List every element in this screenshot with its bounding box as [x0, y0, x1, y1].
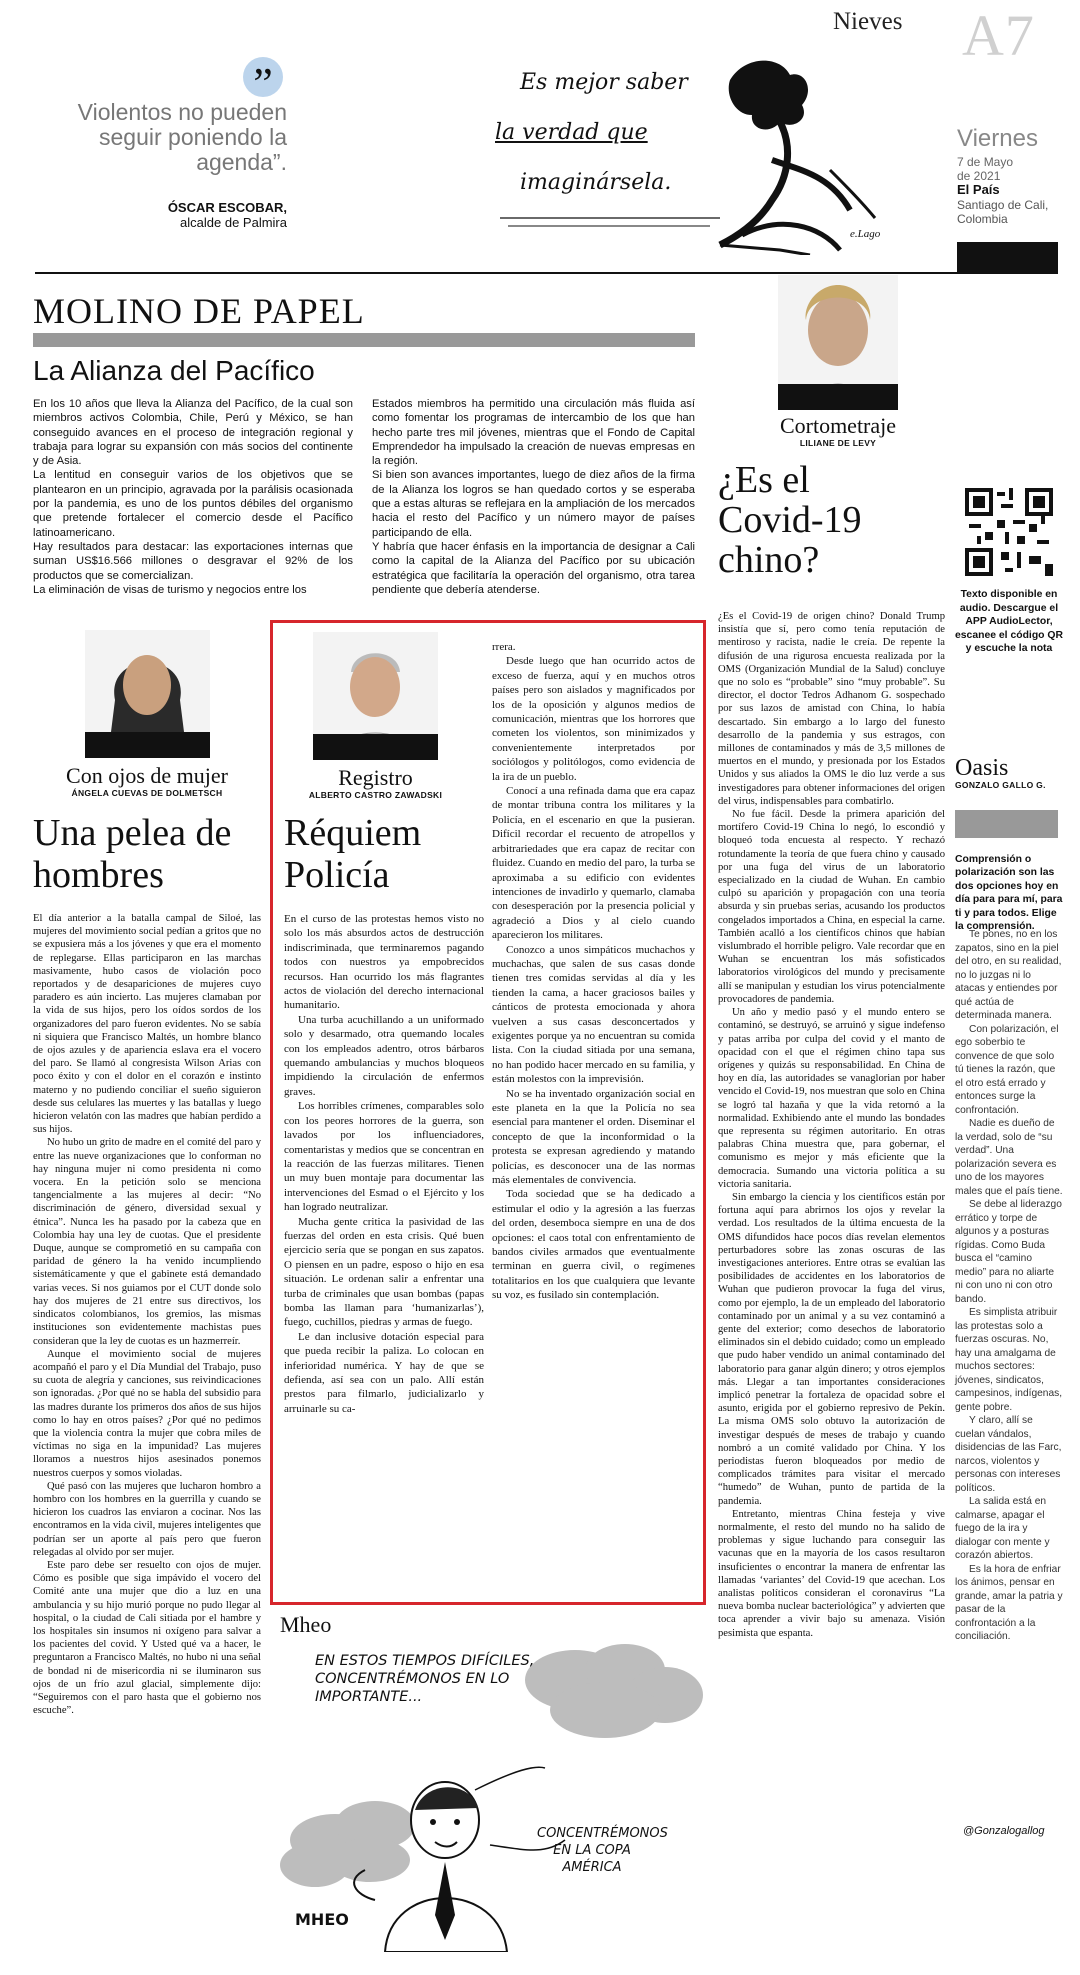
page-number: A7 — [962, 3, 1035, 68]
mheo-bubble-2: CONCENTRÉMONOS EN LA COPA AMÉRICA — [537, 1826, 668, 1875]
quote-author: ÓSCAR ESCOBAR, — [167, 200, 287, 215]
editorial-cartoon — [480, 50, 900, 255]
paragraph: Y claro, allí se cuelan vándalos, disidencias de las Farc, narcos, violentos y personas con intereses políticos. — [955, 1415, 1062, 1494]
column-name-registro: Registro — [338, 765, 413, 790]
author-photo-liliane — [778, 275, 898, 410]
paragraph: Y habría que hacer énfasis en la importancia de designar a Cali como la capital de la Alianza del Pacífico por su ubicación estratégica que facilitaría la operación del organismo, otra tarea pendiente que debería atenderse. — [372, 540, 695, 596]
paragraph: Se debe al liderazgo errático y torpe de algunos y a posturas rígidas. Como Buda busca el “camino medio” para no aliarte ni con uno ni con otro bando. — [955, 1199, 1062, 1305]
paragraph: Los horribles crímenes, comparables solo con los peores horrores de la guerra, son lavados por los influenciadores, comentaristas y medios que se concentran en la reacción de las fuerzas militares. Tienen un muy buen montaje para documentar las intervenciones del Esmad o el Ejército y los han logrado neutralizar. — [284, 1100, 484, 1214]
headline-cortometraje: ¿Es el Covid-19 chino? — [718, 459, 862, 581]
paragraph: En los 10 años que lleva la Alianza del Pacífico, de la cual son miembros activos Colombia, Chile, Perú y México, se han conseguido avances en el proceso de integración regional y trabaja para lograr su expansión con más socios del continente y de Asia. — [33, 398, 353, 468]
paragraph: Mucha gente critica la pasividad de las fuerzas del orden en esta crisis. Qué buen ejercicio sería que se pongan en sus zapatos. O piensen en un padre, esposo o hijo en esa situación. Le ordenan salir a enfrentar una turba de criminales que usan bombas (papas bomba las llaman para ‘humanizarlas’), fuego, cuchillos, piedras y armas de fuego. — [284, 1215, 484, 1329]
oasis-handle[interactable]: @Gonzalogallog — [963, 1825, 1045, 1837]
mheo-signature: MHEO — [295, 1910, 349, 1929]
oasis-photo-placeholder — [955, 810, 1058, 838]
paragraph: La lentitud en conseguir varios de los objetivos que se plantearon en un principio, agravada por la parálisis ocasionada por la pandemia, es uno de los puntos débiles del organismo que pretende fortalecer el comercio desde el Pacífico latinoamericano. — [33, 469, 353, 539]
paragraph: Nadie es dueño de la verdad, solo de “su verdad”. Una polarización severa es uno de los mayores males que el país tiene. — [955, 1118, 1063, 1197]
paragraph: Si bien son avances importantes, luego de diez años de la firma de la Alianza los logros se han quedado cortos y se esperaba que a estas alturas se reflejara en la ampliación de los mercados hacia el resto del Pacífico y un número mayor de países participando de ella. — [372, 469, 695, 539]
paragraph: Entretanto, mientras China festeja y vive normalmente, el resto del mundo no ha salido de problemas y sigue luchando para conseguir las vacunas que en la mayoría de los casos resultaron insuficientes o encontrar la manera de enfrentar las llamadas ‘variantes’ del Covid-19 que acechan. Los analistas políticos consideran el coronavirus “La nueva bomba nuclear bacteriológica” y advierten que toca aprender a vivir bajo su amenaza. Visión pesimista que espanta. — [718, 1508, 945, 1639]
paragraph: Desde luego que han ocurrido actos de exceso de fuerza, aquí y en muchos otros países pero son aislados y magnificados por los de la oposición y algunos medios de comunicación, mientras que los horrores que cometen los violentos, son minimizados y convenientemente interpretados por sociólogos y politólogos, como evidencia de la ira de un pueblo. — [492, 655, 695, 783]
paragraph: No hubo un grito de madre en el comité del paro y entre las nueve organizaciones que lo conforman no hay ninguna mujer ni como presidenta ni como vocera. En la petición solo se menciona tangencialmente a las mujeres al decir: “No discriminación de género, diversidad sexual y étnica”. Nunca les ha pasado por la cabeza que en Colombia hay una ley de cuotas. Que el presidente Duque, aunque se comprometió en su campaña con paridad de género la ha venido incumpliendo sistemáticamente y que el gabinete está demandado varias veces. Si nos guiamos por el CUT donde solo hay dos mujeres de 21 entre sus directivos, los sindicatos colombianos, los gremios, las mismas instituciones son evidentemente machistas pues consideran que la ley de cuotas es un hazmerreír. — [33, 1137, 261, 1347]
molino-col1 — [33, 397, 353, 597]
section-name: Nieves — [833, 8, 903, 35]
quote-text: Violentos no pueden seguir poniendo la agenda”. — [77, 99, 287, 175]
paragraph: No fue fácil. Desde la primera aparición del mortífero Covid-19 China lo negó, lo escondió y bloqueó toda encuesta al respecto. Y rechazó rotundamente la teoría de que fuera chino y causado por una fuga del virus de un laboratorio especializado en la ciudad de Wuhan. En cambio culpó su aparición y propagación con una teoría absurda y sin pruebas serias, acusando los productos congelados importados a China, en especial la carne. También acalló a los científicos chinos que habían vislumbrado el horrible peligro. Vale recordar que en Wuhan se encuentran los más sofisticados laboratorios virológicos del mundo y precisamente allí se manipulan y estudian los virus potencialmente provocadores de pandemia. — [718, 809, 945, 1005]
paragraph: ¿Es el Covid-19 de origen chino? Donald Trump insistía que sí, pero como tenía reputación de mentiroso y racista, nadie le creía. De repente la difusión de una rigurosa encuesta realizada por la OMS (Organización Mundial de la Salud) concluye que no solo es “probable” sino “muy probable”. Su director, el doctor Tedros Adhanom G. sospechado por sus lazos de amistad con China, lo había descartado. Sin embargo a lo largo del funesto desarrollo de la pandemia y sus estragos, con millones de contaminados y más de 3,5 millones de muertos en el mundo, y presionada por los Estados Unidos y sus aliados la OMS le dio luz verde a sus investigadores para obtener informaciones del origen del virus, indispensables para combatirlo. — [718, 611, 945, 807]
paragraph: Conozco a unos simpáticos muchachos y muchachas, que salen de sus casas donde tienen tres comidas servidas al día y les tienden la cama, a hacer graciosos bailes y cánticos de protesta emocionada y ahora vuelven a sus casas desconcertados y exigentes porque ya no encuentran su comida lista. Con la ciudad sitiada por una semana, no han podido hacer mercado en su familia, y están molestos con la imprevisión. — [492, 943, 695, 1086]
oasis-lead: Comprensión o polarización son las dos opciones hoy en día para para mí, para ti y para todos. Elige la comprensión. — [955, 854, 1063, 933]
section-title: MOLINO DE PAPEL — [33, 291, 365, 331]
oasis-body — [955, 928, 1063, 1644]
paragraph: rrera. — [492, 641, 516, 653]
author-photo-angela — [85, 630, 210, 758]
header-rule — [35, 272, 1058, 274]
quote-author-role: alcalde de Palmira — [180, 215, 287, 230]
section-title-bar — [33, 333, 695, 347]
city-line1: Santiago de Cali, — [957, 198, 1049, 212]
column-name-oasis: Oasis — [955, 755, 1009, 781]
city-line2: Colombia — [957, 212, 1008, 226]
date-line2: de 2021 — [957, 169, 1001, 183]
paragraph: Te pones, no en los zapatos, sino en la piel del otro, en su realidad, no lo juzgas ni lo atacas y entiendes por qué actúa de determinada manera. — [955, 929, 1062, 1021]
paragraph: Este paro debe ser resuelto con ojos de mujer. Cómo es posible que siga impávido el vocero del Comité ante una mujer que dio a luz en una ambulancia y su hijo murió porque no pudo llegar al hospital, o la ciudad de Cali sitiada por el hambre y los hospitales sin insumos ni oxígeno para salvar a los pacientes del covid. Y Usted qué va a hacer, le preguntaron a Francisco Maltés, no hubo ni una señal de bondad ni de misericordia ni se iluminaron sus ojos de un frío azul glacial, simplemente dijo: “Seguiremos con el paro hasta que el gobierno nos escuche”. — [33, 1559, 261, 1717]
cartoon-text-2: la verdad que — [495, 120, 648, 145]
headline-registro: Réquiem Policía — [284, 812, 422, 896]
molino-col2 — [372, 397, 695, 597]
author-photo-alberto — [313, 632, 438, 760]
paragraph: Estados miembros ha permitido una circulación más fluida así como fomentar los programas de intercambio de los que han hecho parte tres mil jóvenes, mientras que el Fondo de Capital Emprendedor ha impulsado la creación de nuevas empresas en la región. — [372, 398, 695, 468]
registro-col2 — [492, 640, 695, 1303]
paragraph: Hay resultados para destacar: las exportaciones internas que suman US$16.566 millones o desgravar el 92% de los productos que se comercializan. — [33, 540, 353, 582]
headline-ojos: Una pelea de hombres — [33, 812, 232, 896]
paragraph: Toda sociedad que se ha dedicado a estimular el odio y la agresión a las fuerzas del orden, desemboca siempre en una de dos opciones: el caos total con enfrentamiento de bandos civiles armados que eventualmente terminan en guerra civil, o regímenes totalitarios en los que cualquiera que levante su voz, es fusilado sin contemplación. — [492, 1188, 695, 1302]
author-registro: ALBERTO CASTRO ZAWADSKI — [308, 790, 443, 800]
paragraph: Una turba acuchillando a un uniformado solo y desarmado, otra quemando locales con los empleados adentro, otros bárbaros quemando ambulancias y muchos bloqueos impidiendo la circulación de enfermos graves. — [284, 1013, 484, 1098]
column-name-mheo: Mheo — [280, 1612, 332, 1637]
paragraph: En el curso de las protestas hemos visto no solo los más absurdos actos de destrucción indiscriminada, que terminaremos pagando todos con nuestros ya empobrecidos recursos. Han ocurrido los más flagrantes actos de violación del derecho internacional humanitario. — [284, 913, 484, 1012]
paragraph: Con polarización, el ego soberbio te convence de que solo tú tienes la razón, que el otro está errado y entonces surge la confrontación. — [955, 1023, 1059, 1116]
paragraph: No se ha inventado organización social en este planeta en la que la Policía no sea esencial para mantener el orden. Diseminar el concepto de que la inconformidad o la protesta se expresan agrediendo y matando policías, es desconocer una de las normas más elementales de convivencia. — [492, 1087, 695, 1187]
ojos-body — [33, 912, 261, 1717]
article-title: La Alianza del Pacífico — [33, 355, 315, 386]
quote-icon: ” — [243, 57, 283, 97]
paragraph: La eliminación de visas de turismo y negocios entre los — [33, 583, 307, 596]
registro-col1 — [284, 912, 484, 1416]
cartoon-signature: e.Lago — [850, 228, 881, 240]
date-day: Viernes — [957, 125, 1038, 152]
author-cortometraje: LILIANE DE LEVY — [799, 438, 877, 448]
paragraph: Es simplista atribuir las protestas solo a fuerzas oscuras. No, hay una amalgama de muchos sectores: jóvenes, sindicatos, campesinos, indígenas, gente pobre. — [955, 1307, 1063, 1413]
column-name-cortometraje: Cortometraje — [779, 413, 897, 438]
paper-name: El País — [957, 182, 1000, 197]
qr-code-icon[interactable] — [965, 488, 1053, 576]
cartoon-text-1: Es mejor saber — [520, 70, 688, 95]
paragraph: El día anterior a la batalla campal de Siloé, las mujeres del movimiento social pedían a gritos que no se expusiera más a los jóvenes y que era el momento de replegarse. Ellas participaron en las marchas masivamente, hubo casos de violación poco reportados y de desapariciones de mujeres cuyo paradero es aún incierto. Las mujeres clamaban por la vida de sus hijos, pero los oídos sordos de los organizadores del paro fueron evidentes. No se sabía ni siquiera que Francisco Maltés, un hombre blanco de ojos azules y de apariencia eslava era el vocero del paro. Se llamó al congresista Wilson Arias con poco éxito y con el dolor en el corazón e instinto materno y no pudiendo conciliar el sueño siguieron desde sus celulares las muertes y las batallas y luego hicieron velatón con las madres que habían perdido a sus hijos. — [33, 913, 261, 1136]
author-oasis: GONZALO GALLO G. — [955, 780, 1046, 790]
mheo-bubble-1: EN ESTOS TIEMPOS DIFÍCILES, CONCENTRÉMONOS EN LO IMPORTANTE... — [315, 1653, 535, 1705]
paragraph: Le dan inclusive dotación especial para que pueda recibir la paliza. Lo colocan en inferioridad numérica. Y hay de que se defienda, así sea con un palo. Allí están prestos para filmarlo, judicializarlo y arruinarle su ca- — [284, 1330, 484, 1415]
column-name-ojos: Con ojos de mujer — [66, 763, 228, 788]
paragraph: Qué pasó con las mujeres que lucharon hombro a hombro con los hombres en la guerrilla y cuando se hicieron los cuadros las enviaron a cocinar. Nos las encontramos en la vida civil, mujeres inteligentes que podrían ser un aporte al país pero que fueron relegadas al olvido por ser mujer. — [33, 1480, 261, 1558]
paragraph: Conocí a una refinada dama que era capaz de montar tribuna contra los militares y la Policía, en el escenario en que la pusieran. Difícil recordar el recuento de atropellos y arbitrariedades que era capaz de recitar con fluidez. Cuando en medio del paro, la turba se aproximaba a su edificio con evidentes intenciones de invadirlo y quemarlo, clamaba con desesperación por la presencia policial y agradeció a Dios y al cielo cuando aparecieron los militares. — [492, 785, 695, 942]
date-line1: 7 de Mayo — [957, 155, 1014, 169]
cartoon-text-3: imaginársela. — [520, 170, 672, 195]
paragraph: Sin embargo la ciencia y los científicos están por fortuna aquí para abrirnos los ojos y revelar la verdad. Los resultados de la última encuesta de la OMS difundidos hace pocos días revelan elementos perturbadores sobre las zonas oscuras de las investigaciones anteriores. Entre otras se evalúan las posibilidades de accidentes en los laboratorios de Wuhan que pudieron provocar la fuga del virus, como por ejemplo, la de un empleado del laboratorio contaminado por un animal y a su vez contaminó a gente del exterior; como desechos de laboratorio eliminados sin el debido cuidado; como un empleado que pudo haber vendido un animal contaminado del laboratorio para ganar algún dinero; y otros ejemplos más. Llegar a tan importantes consideraciones implicó penetrar la fortaleza de opacidad sobre el asunto, erigida por el gobierno represivo de Pekín. La misma OMS solo obtuvo la autorización de investigar después de meses de trabajo y cuando nombró a un comité validado por China. Y los periodistas fueron bloqueados por medio de complicados trámites para visitar el mercado “humedo” de Wuhan, punto de partida de la pandemia. — [718, 1191, 945, 1507]
author-ojos: ÁNGELA CUEVAS DE DOLMETSCH — [71, 788, 223, 798]
ad-black-box — [957, 242, 1058, 272]
audio-note: Texto disponible en audio. Descargue el APP AudioLector, escanee el código QR y escuche la nota — [955, 589, 1063, 654]
paragraph: La salida está en calmarse, apagar el fuego de la ira y dialogar con mente y corazón abiertos. — [955, 1496, 1050, 1561]
paragraph: Un año y medio pasó y el mundo entero se contaminó, se destruyó, se arruinó y sigue indefenso y patas arriba por culpa del covid y el manto de opacidad con el que el régimen chino tapa sus orígenes y quizás su responsabilidad. En China de hoy en día, las autoridades se vanaglorian por haber vencido el Covid-19, nos muestran que solo en China se logró tal hazaña y que la vida retornó a la normalidad. Exhibiendo ante el mundo las bondades que representa su régimen autoritario. En otras palabras China muestra que, para gobernar, el comunismo es mejor y más eficiente que la democracia. Sumando una victoria política a su victoria sanitaria. — [718, 1007, 945, 1190]
cortometraje-body — [718, 610, 945, 1640]
paragraph: Aunque el movimiento social de mujeres acompañó el paro y el Día Mundial del Trabajo, puso su cuota de alegría y canciones, sus reivindicaciones son ignoradas. ¿Por qué no se habla del subsidio para las madres durante los primeros dos años de sus hijos como lo hay en otros países? ¿Por qué no pedimos que la violencia contra la mujer que cobra miles de víctimas no siga en la impunidad? Las mujeres lloramos a nuestros hijos asesinados ponemos nuestros cuerpos y somos violadas. — [33, 1348, 261, 1479]
mheo-cartoon — [275, 1640, 707, 1952]
paragraph: Es la hora de enfriar los ánimos, pensar en grande, amar la patria y pasar de la confrontación a la conciliación. — [955, 1563, 1063, 1642]
